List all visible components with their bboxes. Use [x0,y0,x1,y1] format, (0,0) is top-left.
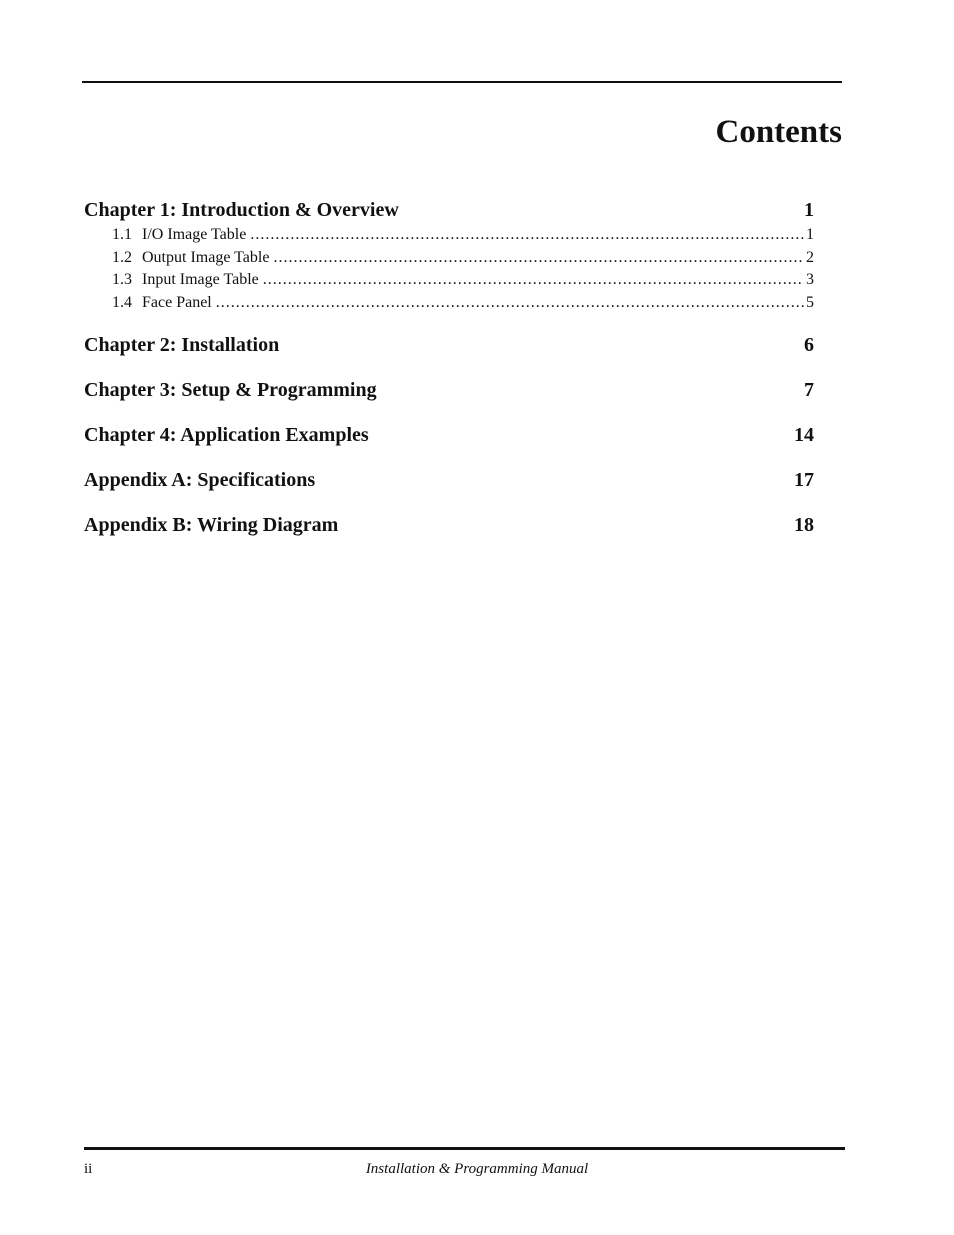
toc-subsection-page: 1 [806,226,814,243]
toc-subsection-number: 1.3 [112,271,132,289]
table-of-contents [84,196,814,539]
toc-subsection-list [84,224,814,314]
toc-entry-page: 6 [804,334,814,357]
toc-subsection-1-4[interactable] [84,292,814,315]
dot-leader [263,269,804,292]
toc-subsection-1-2[interactable] [84,247,814,270]
toc-chapter-1[interactable] [84,196,814,224]
toc-subsection-page: 3 [806,271,814,289]
footer-rule [84,1147,845,1150]
toc-subsection-page: 5 [806,293,814,311]
toc-appendix-a[interactable] [84,466,814,494]
toc-entry-label: Chapter 3: Setup & Programming [84,379,377,402]
toc-chapter-2[interactable] [84,331,814,359]
toc-entry-page: 17 [794,469,814,492]
dot-leader [216,292,804,315]
toc-subsection-number: 1.2 [112,248,132,266]
page-title: Contents [715,114,842,150]
toc-subsection-1-3[interactable] [84,269,814,292]
toc-subsection-1-1[interactable] [84,224,814,247]
toc-chapter-4[interactable] [84,421,814,449]
toc-entry-page: 1 [804,199,814,221]
toc-appendix-b[interactable] [84,511,814,539]
toc-subsection-page: 2 [806,248,814,266]
toc-subsection-number: 1.4 [112,293,132,311]
dot-leader [250,224,804,247]
toc-entry-page: 18 [794,514,814,537]
toc-subsection-number: 1.1 [112,226,132,243]
toc-subsection-label: Input Image Table [142,271,259,289]
toc-subsection-label: Face Panel [142,293,212,311]
toc-entry-label: Appendix B: Wiring Diagram [84,514,339,537]
toc-chapter-3[interactable] [84,376,814,404]
footer-manual-title: Installation & Programming Manual [365,1161,589,1177]
dot-leader [273,247,804,270]
toc-entry-label: Chapter 4: Application Examples [84,424,369,447]
toc-entry-label: Chapter 2: Installation [84,334,280,357]
toc-entry-label: Chapter 1: Introduction & Overview [84,199,399,221]
header-rule [82,81,842,83]
toc-subsection-label: I/O Image Table [142,226,247,243]
toc-subsection-label: Output Image Table [142,248,270,266]
footer-page-number: ii [84,1161,93,1177]
toc-entry-page: 7 [804,379,814,402]
toc-entry-page: 14 [794,424,814,447]
toc-entry-label: Appendix A: Specifications [84,469,316,492]
